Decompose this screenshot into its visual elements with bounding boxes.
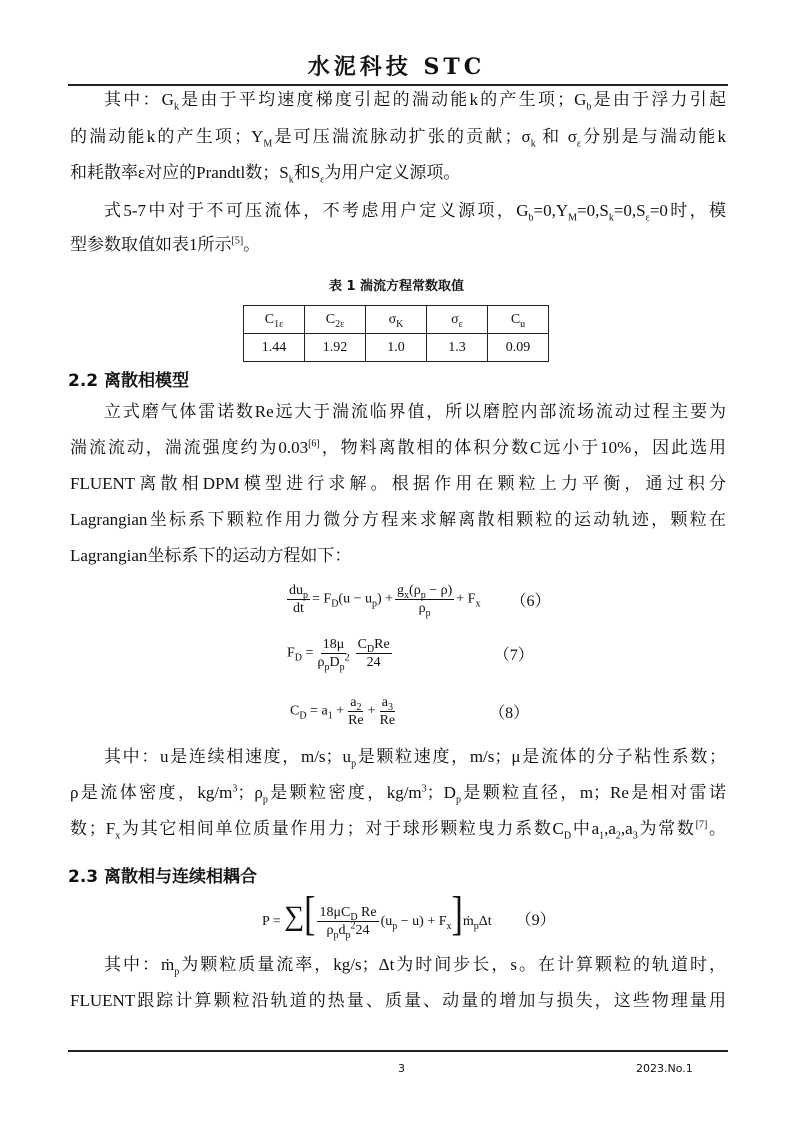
subscript: b [528, 212, 534, 224]
subscript: D [331, 598, 339, 610]
subscript: p [371, 598, 377, 610]
subscript: D [299, 710, 307, 722]
denominator [417, 600, 433, 617]
subscript: p [392, 920, 398, 932]
equation-number: （6） [510, 593, 551, 610]
fraction [356, 636, 392, 671]
denominator [315, 654, 351, 671]
table-cell: 1.3 [427, 334, 488, 362]
subscript: p [262, 794, 268, 806]
subscript: x [446, 920, 452, 932]
fraction [378, 694, 398, 729]
subscript: 2ε [335, 318, 345, 330]
subscript: k [173, 101, 179, 113]
text-run: 的湍动能k的产生项；Y [70, 127, 264, 146]
numerator [356, 636, 392, 654]
table-cell [427, 306, 488, 334]
subscript: ε [576, 138, 582, 150]
text-run: σ [388, 311, 397, 327]
superscript: 2 [350, 920, 356, 932]
text-line [70, 990, 726, 1012]
equation-number: （7） [493, 647, 534, 664]
text-line [70, 746, 726, 768]
table-cell [366, 306, 427, 334]
text-run: =0,S [613, 201, 646, 220]
subscript: p [351, 758, 357, 770]
text-run: = F [312, 591, 332, 607]
text-run: F [287, 645, 295, 661]
table-cell [305, 306, 366, 334]
equation-6 [285, 582, 550, 617]
subscript: p [420, 589, 426, 601]
fraction [346, 694, 366, 729]
equation-body [285, 582, 480, 617]
text-run: Re [374, 637, 390, 652]
text-line [70, 401, 726, 423]
table-row [244, 334, 549, 362]
subscript: ε [458, 318, 463, 330]
equation-7 [287, 636, 534, 671]
text-run: − ρ) [425, 583, 453, 598]
denominator [378, 712, 398, 729]
text-run: Re [379, 713, 396, 728]
bracket: [ [304, 888, 316, 941]
text-run: 中a [571, 819, 600, 838]
text-run: a [350, 695, 357, 710]
text-run: + [367, 703, 376, 719]
fraction [395, 582, 454, 617]
section-heading: 2.2 离散相模型 [68, 371, 190, 391]
subscript: 1 [327, 710, 333, 722]
text-run: Δt [478, 914, 492, 929]
text-run: 其中：u是连续相速度，m/s；u [104, 747, 352, 766]
subscript: k [530, 138, 536, 150]
text-line [70, 126, 726, 148]
text-run: σ [451, 311, 459, 327]
numerator [380, 694, 395, 712]
text-run: 。 [707, 819, 727, 838]
text-run: =0,Y [533, 201, 569, 220]
fraction [315, 636, 351, 671]
text-run: ρ [317, 655, 325, 670]
page-number: 3 [398, 1062, 405, 1075]
text-line [70, 782, 726, 804]
table-cell [244, 306, 305, 334]
text-line [70, 234, 726, 256]
text-run: 和S [293, 163, 321, 182]
subscript: 2 [356, 701, 362, 713]
text-line [70, 509, 726, 531]
subscript: D [294, 652, 303, 664]
subscript: p [174, 966, 180, 978]
subscript: 3 [632, 830, 638, 842]
text-run: 数；F [70, 819, 116, 838]
text-run: dt [293, 601, 304, 616]
subscript: p [345, 930, 351, 942]
subscript: 3 [387, 701, 393, 713]
subscript: 1ε [274, 318, 284, 330]
text-run: ；ρ [237, 783, 263, 802]
subscript: M [568, 212, 578, 224]
text-run: 是颗粒速度，m/s；μ是流体的分子粘性系数； [356, 747, 726, 766]
text-run: ρ [326, 923, 334, 939]
text-run: 为用户定义源项。 [324, 163, 461, 182]
text-run: ；D [426, 783, 456, 802]
subscript: p [339, 661, 345, 673]
equation-number: （9） [515, 912, 556, 930]
subscript: p [324, 661, 330, 673]
text-run: C [510, 311, 521, 327]
superscript: [5] [231, 235, 244, 247]
text-run: 型参数取值如表1所示 [70, 235, 232, 254]
subscript: x [404, 589, 410, 601]
text-line [70, 437, 726, 459]
denominator [365, 654, 383, 671]
text-run: =0,S [577, 201, 609, 220]
denominator [325, 920, 372, 942]
subscript: D [366, 643, 375, 655]
text-run: − u) + F [397, 914, 447, 929]
subscript: u [520, 318, 526, 330]
text-line [70, 818, 726, 840]
text-run: ṁ [462, 914, 474, 929]
text-run: a [381, 695, 388, 710]
text-run: 24 [366, 655, 381, 670]
numerator [348, 694, 363, 712]
text-line [70, 162, 726, 184]
text-run: du [289, 583, 303, 598]
text-run: = [302, 645, 314, 661]
table-header-row [244, 306, 549, 334]
text-run: C [325, 311, 336, 327]
table-cell: 1.0 [366, 334, 427, 362]
subscript: D [350, 912, 358, 924]
equation-9 [262, 888, 556, 942]
text-run: FLUENT跟踪计算颗粒沿轨道的热量、质量、动量的增加与损失，这些物理量用 [70, 991, 726, 1010]
subscript: p [455, 794, 461, 806]
text-run: (ρ [409, 583, 421, 598]
text-run: C [264, 311, 275, 327]
equation-body [262, 888, 492, 942]
text-run: 是颗粒直径，m；Re是相对雷诺 [460, 783, 726, 802]
text-run: Lagrangian坐标系下颗粒作用力微分方程来求解离散相颗粒的运动轨迹，颗粒在 [70, 510, 726, 529]
text-run: 分别是与湍动能k [581, 127, 727, 146]
table-cell: 0.09 [488, 334, 549, 362]
superscript: [6] [308, 438, 320, 450]
text-run: ,a [604, 819, 616, 838]
equation-8 [290, 694, 529, 729]
subscript: p [425, 607, 431, 619]
text-run: FLUENT离散相DPM模型进行求解。根据作用在颗粒上力平衡，通过积分 [70, 474, 726, 493]
superscript: 3 [421, 783, 427, 795]
text-run: (u [380, 914, 393, 929]
text-line [70, 473, 726, 495]
subscript: p [333, 930, 339, 942]
text-run: 式5-7中对于不可压流体，不考虑用户定义源项，G [104, 201, 529, 220]
superscript: 2 [344, 652, 350, 664]
numerator [317, 904, 378, 922]
text-run: g [397, 583, 405, 598]
text-run: 立式磨气体雷诺数Re远大于湍流临界值，所以磨腔内部流场流动过程主要为 [104, 402, 726, 421]
constants-table [243, 305, 549, 362]
issue-label: 2023.No.1 [636, 1062, 693, 1075]
subscript: ε [320, 174, 325, 186]
footer-rule [68, 1050, 728, 1052]
text-run: =0时，模 [649, 201, 726, 220]
text-run: 是可压湍流脉动扩张的贡献；σ [272, 127, 531, 146]
fraction [287, 582, 310, 617]
text-run: Lagrangian坐标系下的运动方程如下： [70, 546, 352, 565]
text-run: ，物料离散相的体积分数C远小于10%，因此选用 [319, 438, 727, 457]
subscript: p [473, 920, 479, 932]
text-run: (u − u [338, 591, 372, 607]
text-run: + [332, 703, 345, 719]
table-cell: 1.92 [305, 334, 366, 362]
subscript: p [303, 589, 308, 601]
summation-symbol: ∑ [284, 901, 305, 932]
subscript: 1 [599, 830, 605, 842]
header-rule [68, 84, 728, 86]
table-cell [488, 306, 549, 334]
text-run: ,a [620, 819, 633, 838]
text-run: ρ是流体密度，kg/m [70, 783, 233, 802]
text-line [70, 954, 726, 976]
text-run: d [338, 923, 346, 939]
text-run: 湍流流动，湍流强度约为0.03 [70, 438, 309, 457]
equation-body [290, 694, 399, 729]
subscript: 2 [615, 830, 621, 842]
text-line [70, 89, 726, 111]
text-run: + F [456, 591, 476, 607]
text-run: ρ [418, 601, 426, 616]
denominator [346, 712, 366, 729]
text-run: 其中：ṁ [104, 955, 175, 974]
table-cell: 1.44 [244, 334, 305, 362]
numerator [321, 636, 347, 654]
text-run: 是由于平均速度梯度引起的湍动能k的产生项；G [178, 90, 587, 109]
text-run: P = [262, 914, 285, 929]
subscript: b [586, 101, 592, 113]
text-run: 和 σ [535, 127, 577, 146]
subscript: K [396, 318, 404, 330]
text-run: Re [348, 713, 364, 728]
subscript: k [288, 174, 294, 186]
subscript: D [563, 830, 572, 842]
numerator [395, 582, 454, 600]
subscript: ε [645, 212, 650, 224]
text-run: 24 [355, 923, 370, 939]
numerator [287, 582, 310, 600]
text-run: 其中：G [104, 90, 174, 109]
subscript: k [608, 212, 614, 224]
text-run: 18μC [319, 905, 351, 921]
bracket: ] [451, 888, 463, 941]
text-run: 是由于浮力引起 [591, 90, 727, 109]
text-run: D [329, 655, 340, 670]
equation-body [287, 636, 394, 671]
denominator [291, 600, 306, 617]
table-caption: 表 1 湍流方程常数取值 [328, 279, 465, 294]
equation-number: （8） [489, 705, 530, 722]
superscript: 3 [232, 783, 238, 795]
text-run: 。 [243, 235, 261, 254]
journal-header: 水泥科技 STC [307, 54, 486, 80]
text-run: 为常数 [637, 819, 696, 838]
text-run: = a [306, 703, 328, 719]
text-run: Re [357, 905, 377, 921]
text-run: 是颗粒密度，kg/m [267, 783, 422, 802]
subscript: M [263, 138, 273, 150]
section-heading: 2.3 离散相与连续相耦合 [68, 867, 258, 887]
text-run: C [290, 703, 300, 719]
text-line [70, 200, 726, 222]
text-run: 为颗粒质量流率，kg/s；Δt为时间步长，s。在计算颗粒的轨道时， [179, 955, 726, 974]
fraction [317, 904, 378, 942]
text-run: 18μ [322, 637, 345, 652]
text-run: 和耗散率ε对应的Prandtl数；S [70, 163, 289, 182]
subscript: x [475, 598, 481, 610]
text-run: C [357, 637, 367, 652]
text-run: ) + [376, 591, 394, 607]
text-line [70, 545, 726, 567]
subscript: x [115, 830, 121, 842]
text-run: 为其它相间单位质量作用力；对于球形颗粒曳力系数C [120, 819, 564, 838]
superscript: [7] [695, 819, 708, 831]
